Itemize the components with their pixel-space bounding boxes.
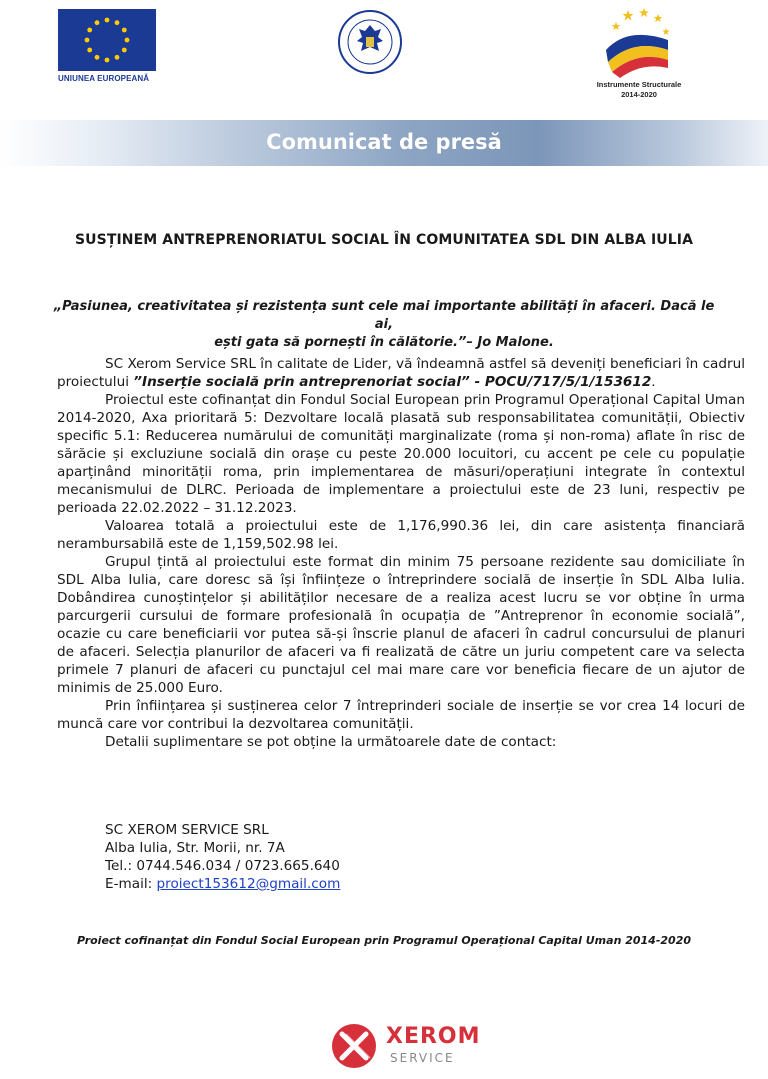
contact-block xyxy=(105,821,340,893)
intro-text: SC Xerom Service SRL în calitate de Lider, vă îndeamnă astfel să deveniți beneficiari în cadrul proiectului xyxy=(57,356,745,390)
paragraph-funding: Proiectul este cofinanțat din Fondul Social European prin Programul Operațional Capital Uman 2014-2020, Axa prioritară 5: Dezvoltare locală plasată sub responsabilitatea comunității, Obiectiv specific 5.1: Reducerea numărului de comunități marginalizate (roma și non-roma) aflate în risc de sărăcie și excluziune socială din orașe cu peste 20.000 locuitori, cu accent pe cele cu populație aparținând minorității roma, prin implementarea de măsuri/operațiuni integrate în contextul mecanismului de DLRC. Perioada de implementare a proiectului este de 23 luni, respectiv pe perioada 22.02.2022 – 31.12.2023. xyxy=(57,392,745,516)
xerom-name: XEROM xyxy=(386,1024,481,1049)
contact-company: SC XEROM SERVICE SRL xyxy=(105,822,269,838)
headline: SUSȚINEM ANTREPRENORIATUL SOCIAL ÎN COMUNITATEA SDL DIN ALBA IULIA xyxy=(74,232,694,248)
eu-logo xyxy=(58,9,156,83)
contact-phone: Tel.: 0744.546.034 / 0723.665.640 xyxy=(105,858,340,874)
is-label-line1: Instrumente Structurale xyxy=(596,80,682,89)
contact-address: Alba Iulia, Str. Morii, nr. 7A xyxy=(105,840,285,856)
contact-email-label: E-mail: xyxy=(105,876,157,892)
contact-email-link[interactable]: proiect153612@gmail.com xyxy=(156,876,341,892)
press-release-body xyxy=(57,355,745,751)
footer-note: Proiect cofinanțat din Fondul Social European prin Programul Operațional Capital Uman 2014-2020 xyxy=(76,934,692,947)
government-seal-icon xyxy=(337,9,403,75)
paragraph-value: Valoarea totală a proiectului este de 1,176,990.36 lei, din care asistența financiară nerambursabilă este de 1,159,502.98 lei. xyxy=(57,518,745,552)
paragraph-jobs: Prin înființarea și susținerea celor 7 întreprinderi sociale de inserție se vor crea 14 locuri de muncă care vor contribui la dezvoltarea comunității. xyxy=(57,698,745,732)
quote-line1: „Pasiunea, creativitatea și rezistența sunt cele mai importante abilități în afaceri. Dacă le ai, xyxy=(53,299,715,332)
is-label-line2: 2014-2020 xyxy=(621,90,657,99)
banner-title: Comunicat de presă xyxy=(266,130,502,154)
contact-email-row xyxy=(105,875,340,893)
quote xyxy=(50,298,718,352)
paragraph-contact-intro: Detalii suplimentare se pot obține la următoarele date de contact: xyxy=(105,734,557,750)
eu-flag-icon xyxy=(58,9,156,71)
structural-instruments-label xyxy=(594,80,684,100)
xerom-sub: SERVICE xyxy=(390,1051,455,1065)
paragraph-target-group: Grupul țintă al proiectului este format din minim 75 persoane rezidente sau domiciliate în SDL Alba Iulia, care doresc să își înființeze o întreprindere socială de inserție în SDL Alba Iulia. Dobândirea cunoștințelor și abilităților necesare de a realiza acest lucru se vor obține în urma parcurgerii cursului de formare profesională în ocupația de ”Antreprenor în economie socială”, ocazie cu care beneficiarii vor putea să-și înscrie planul de afaceri în cadrul concursului de planuri de afaceri. Selecția planurilor de afaceri va fi realizată de către un juriu competent care va selecta primele 7 planuri de afaceri cu punctajul cel mai mare care vor beneficia fiecare de un ajutor de minimis de 25.000 Euro. xyxy=(57,554,745,696)
eu-label: UNIUNEA EUROPEANĂ xyxy=(58,74,150,83)
project-name: ”Inserție socială prin antreprenoriat social” - POCU/717/5/1/153612 xyxy=(133,374,652,390)
intro-end: . xyxy=(651,374,656,390)
paragraph-intro xyxy=(57,355,745,391)
press-release-banner xyxy=(0,120,768,166)
quote-line2: ești gata să pornești în călătorie.”– Jo Malone. xyxy=(214,335,554,350)
